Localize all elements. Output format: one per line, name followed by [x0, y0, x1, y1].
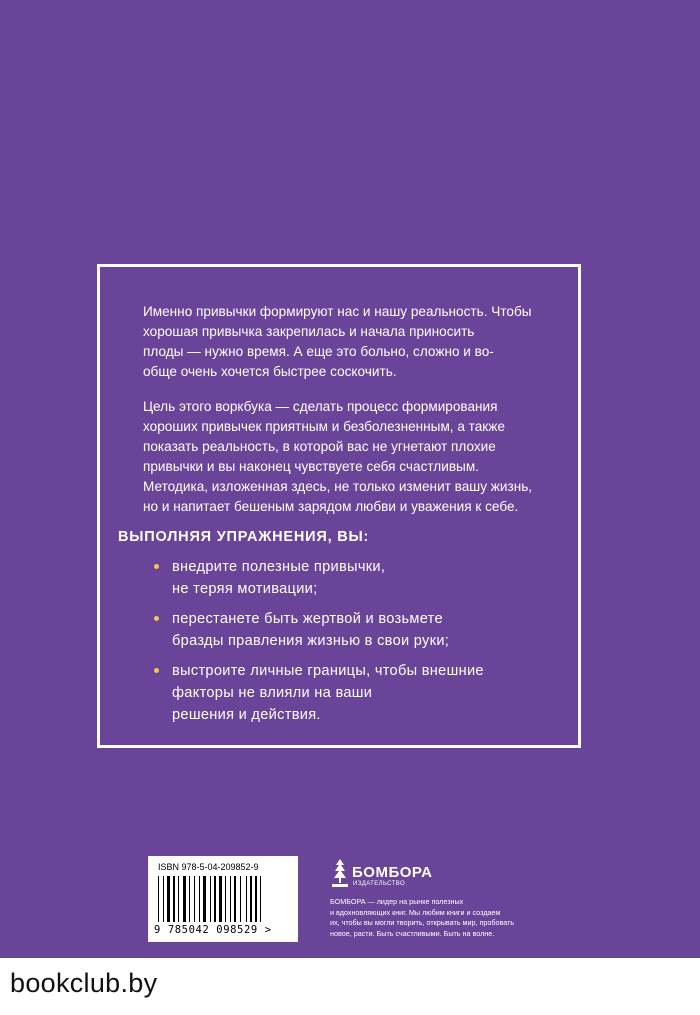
list-item — [158, 660, 484, 726]
intro-line: хорошая привычка закрепилась и начала приносить — [143, 324, 475, 339]
goal-line: хороших привычек приятным и безболезненным, а также — [143, 419, 505, 434]
bullet-line: решения и действия. — [172, 707, 321, 723]
barcode-digits: 9 785042 098529 > — [154, 924, 272, 936]
publisher-name: БОМБОРА — [352, 864, 433, 881]
goal-line: показать реальность, в которой вас не угнетают плохие — [143, 439, 496, 454]
publisher-description — [330, 897, 590, 939]
goal-paragraph — [143, 397, 539, 517]
bombora-logo-icon — [330, 857, 350, 889]
barcode-icon — [156, 876, 290, 924]
intro-paragraph — [143, 302, 539, 382]
intro-line: плоды — нужно время. А еще это больно, сложно и во- — [143, 344, 494, 359]
site-watermark: bookclub.by — [10, 968, 158, 998]
list-item — [158, 608, 484, 652]
publisher-line: их, чтобы вы могли творить, открывать мир, пробовать — [330, 918, 515, 927]
bullet-line: выстроите личные границы, чтобы внешние — [172, 663, 484, 679]
publisher-line: БОМБОРА — лидер на рынке полезных — [330, 897, 464, 906]
goal-line: Методика, изложенная здесь, не только изменит вашу жизнь, — [143, 479, 533, 494]
bullet-line: не теряя мотивации; — [172, 581, 318, 597]
goal-line: привычки и вы наконец чувствуете себя счастливым. — [143, 459, 479, 474]
bullet-dot-icon — [154, 668, 159, 673]
goal-line: Цель этого воркбука — сделать процесс формирования — [143, 399, 498, 414]
publisher-subtitle: ИЗДАТЕЛЬСТВО — [353, 881, 406, 887]
bullet-line: перестанете быть жертвой и возьмете — [172, 611, 443, 627]
isbn-barcode-box — [148, 856, 298, 942]
bullet-line: факторы не влияли на ваши — [172, 685, 373, 701]
bullet-line: бразды правления жизнью в свои руки; — [172, 633, 450, 649]
bullet-dot-icon — [154, 564, 159, 569]
publisher-line: новое, расти. Быть счастливыми. Быть на волне. — [330, 928, 495, 938]
bullet-line: внедрите полезные привычки, — [172, 559, 386, 575]
intro-line: обще очень хочется быстрее соскочить. — [143, 364, 397, 379]
intro-line: Именно привычки формируют нас и нашу реальность. Чтобы — [143, 304, 532, 319]
exercises-heading: ВЫПОЛНЯЯ УПРАЖНЕНИЯ, ВЫ: — [118, 529, 370, 545]
publisher-line: и вдохновляющих книг. Мы любим книги и создаем — [330, 907, 501, 917]
isbn-number: ISBN 978-5-04-209852-9 — [158, 862, 259, 872]
benefits-list — [158, 556, 484, 734]
bullet-dot-icon — [154, 616, 159, 621]
list-item — [158, 556, 484, 600]
goal-line: но и напитает бешеным зарядом любви и уважения к себе. — [143, 499, 519, 514]
